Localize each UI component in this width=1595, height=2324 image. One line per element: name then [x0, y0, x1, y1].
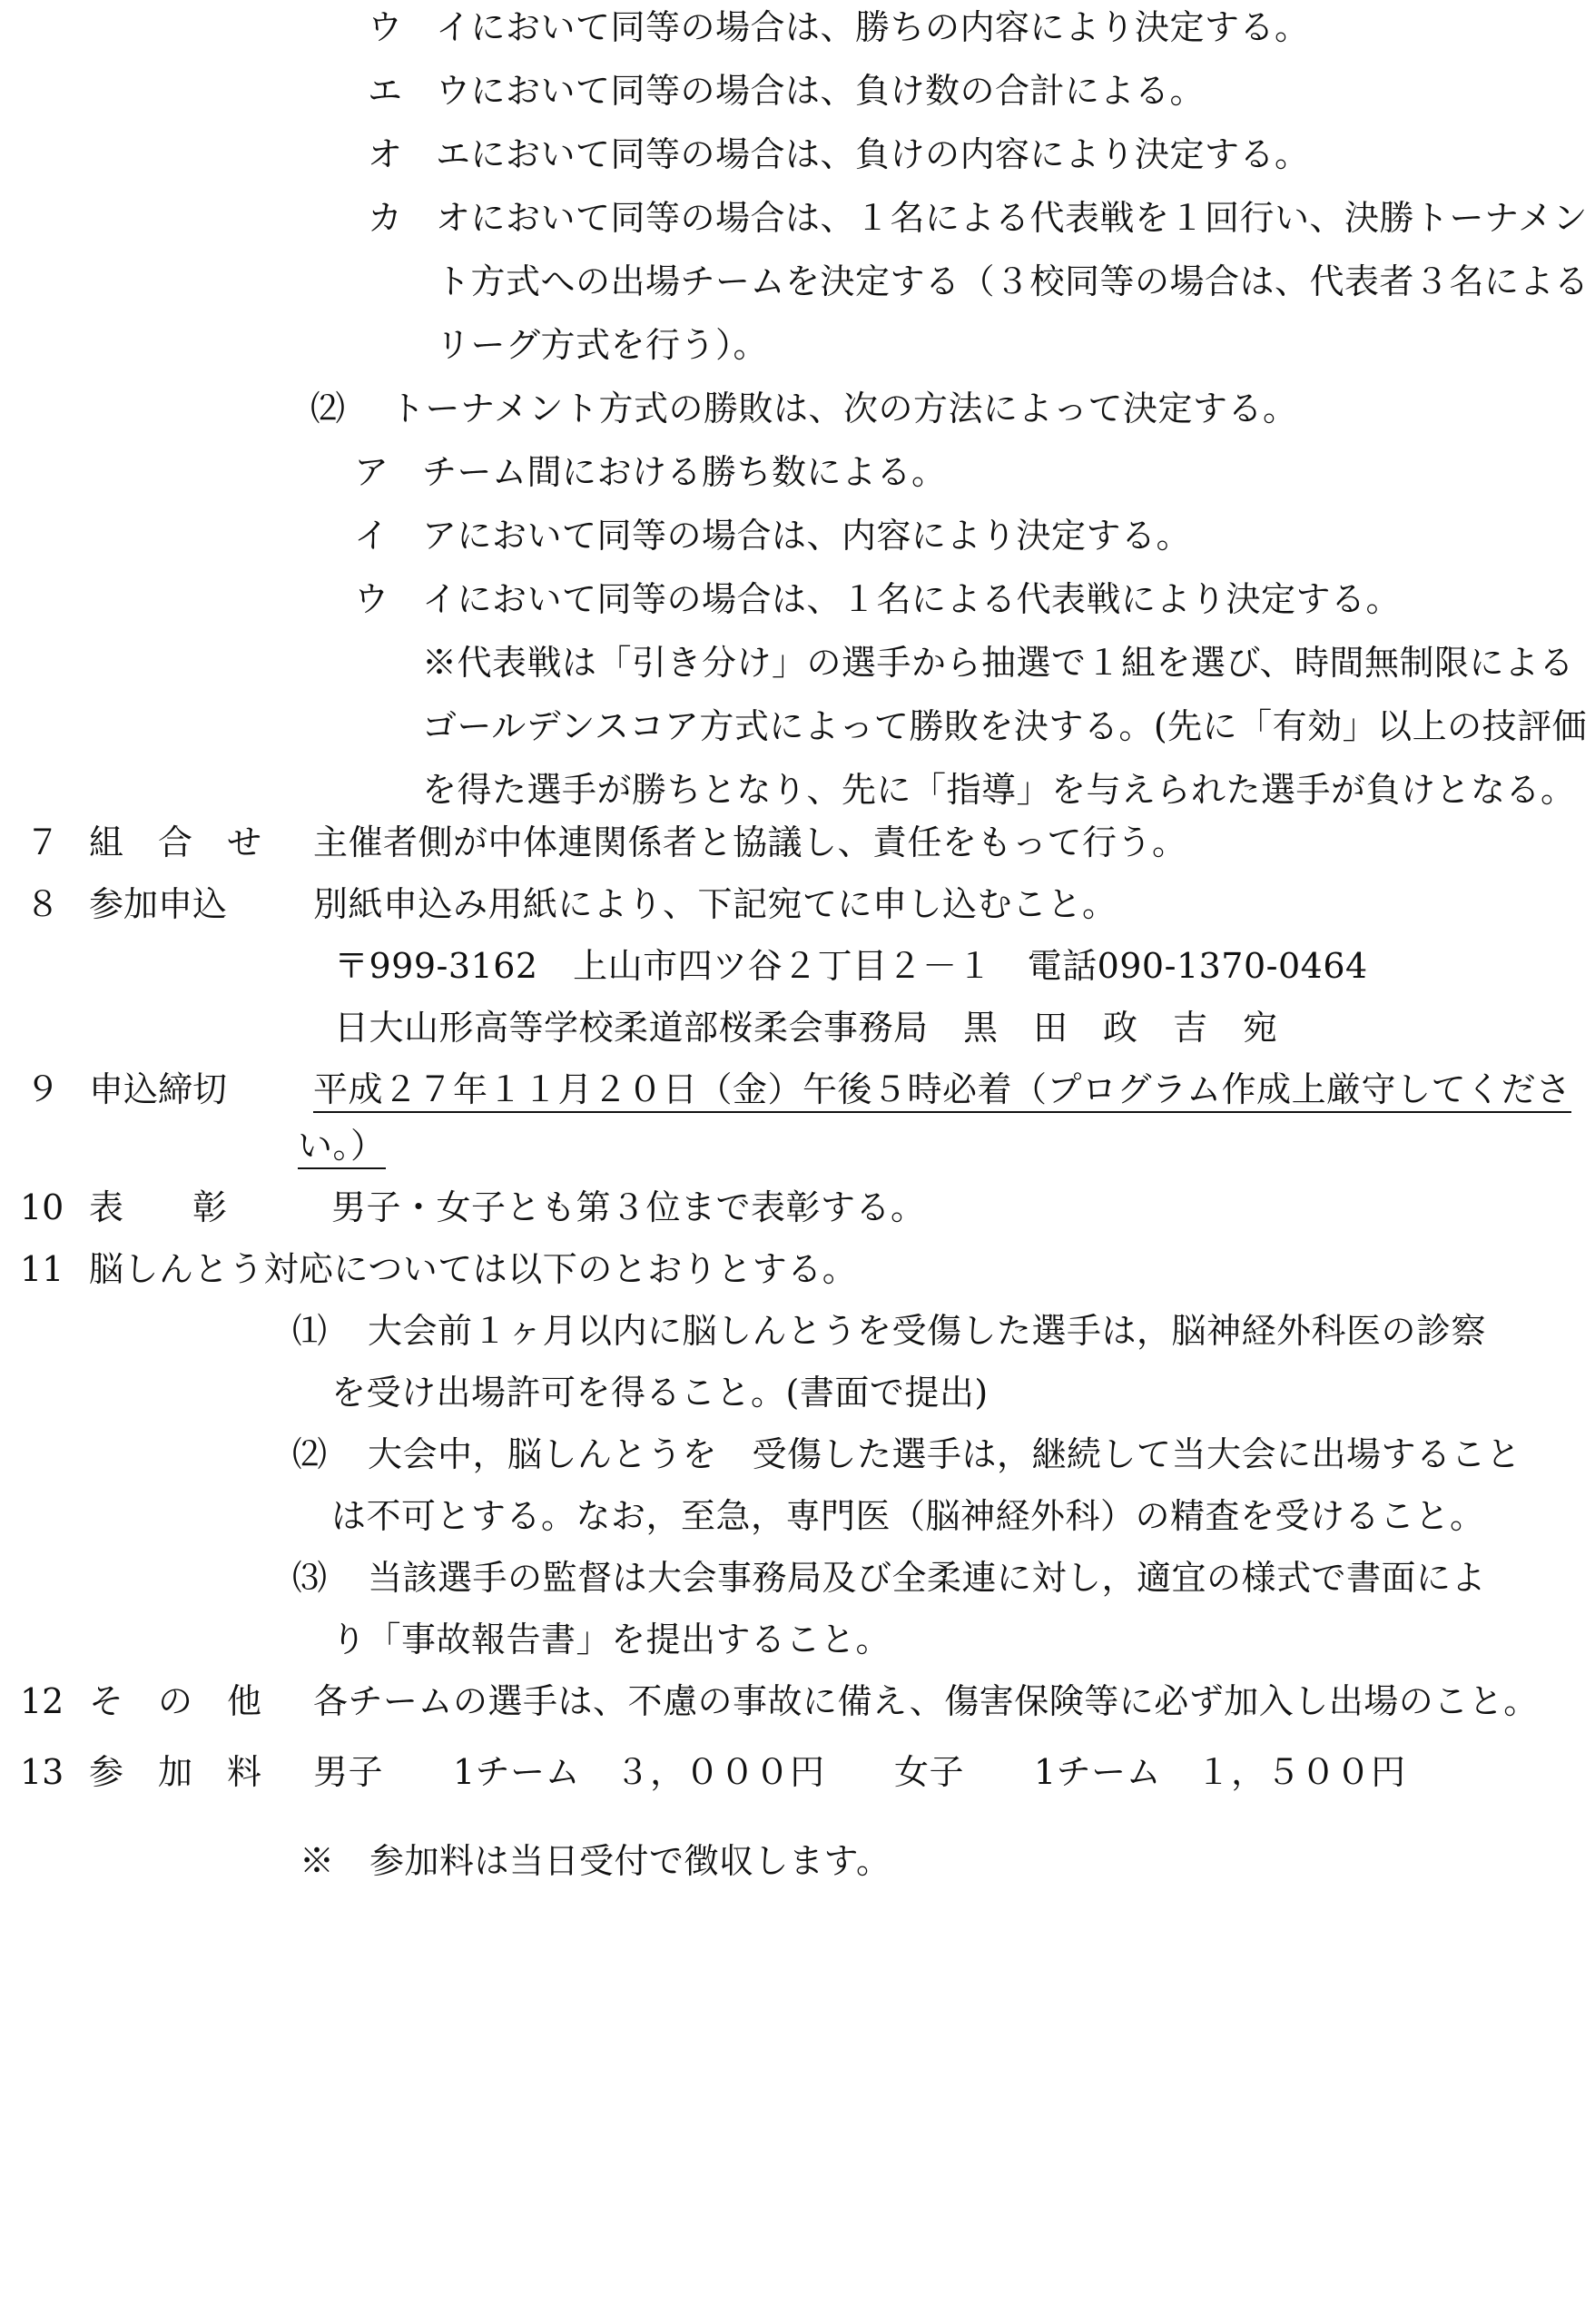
rule-item-text: アにおいて同等の場合は、内容により決定する。: [422, 516, 1192, 556]
section-number: 13: [20, 1752, 64, 1792]
concussion-item-number: ⑵: [292, 1434, 328, 1474]
section-number: 11: [20, 1249, 64, 1289]
rule-item-label: カ: [368, 198, 403, 238]
fee-note: ※ 参加料は当日受付で徴収します。: [300, 1841, 891, 1881]
rule-item-label: ア: [354, 452, 389, 492]
rule-item-label: ウ: [354, 579, 389, 619]
section-number: ９: [25, 1069, 61, 1109]
concussion-item-text: り「事故報告書」を提出すること。: [331, 1620, 891, 1659]
section-heading: 組 合 せ: [89, 822, 262, 862]
section-heading: 参 加 料: [89, 1752, 262, 1792]
note-text: ※代表戦は「引き分け」の選手から抽選で１組を選び、時間無制限による: [422, 643, 1574, 683]
concussion-item-text: は不可とする。なお，至急，専門医（脳神経外科）の精査を受けること。: [331, 1496, 1485, 1536]
deadline-text: [313, 1068, 1571, 1111]
rule-item-text: ウにおいて同等の場合は、負け数の合計による。: [436, 71, 1206, 111]
section-text: 各チームの選手は、不慮の事故に備え、傷害保険等に必ず加入し出場のこと。: [313, 1681, 1539, 1721]
note-text: ゴールデンスコア方式によって勝敗を決する。(先に「有効」以上の技評価: [422, 706, 1588, 746]
concussion-item-number: ⑴: [292, 1311, 328, 1351]
deadline-text-underlined: 平成２７年１１月２０日（金）午後５時必着（プログラム作成上厳守してくださ: [313, 1069, 1571, 1113]
rule-item-text: ト方式への出場チームを決定する（３校同等の場合は、代表者３名による: [436, 261, 1590, 301]
section-text: 男子・女子とも第３位まで表彰する。: [331, 1187, 926, 1227]
rule-item-text: イにおいて同等の場合は、勝ちの内容により決定する。: [436, 7, 1310, 47]
section-number: 10: [20, 1187, 64, 1227]
rule-item-label: エ: [368, 71, 403, 111]
section-heading: そ の 他: [89, 1681, 262, 1721]
concussion-item-text: を受け出場許可を得ること。(書面で提出): [331, 1373, 989, 1413]
section-text: 主催者側が中体連関係者と協議し、責任をもって行う。: [313, 822, 1187, 862]
note-text: を得た選手が勝ちとなり、先に「指導」を与えられた選手が負けとなる。: [422, 770, 1576, 810]
rule-item-text: エにおいて同等の場合は、負けの内容により決定する。: [436, 134, 1310, 174]
concussion-item-text: 大会前１ヶ月以内に脳しんとうを受傷した選手は，脳神経外科医の診察: [368, 1311, 1487, 1351]
rule-item-text: リーグ方式を行う）。: [436, 325, 769, 365]
section-heading: 表 彰: [89, 1187, 228, 1227]
section-text: 別紙申込み用紙により、下記宛てに申し込むこと。: [313, 884, 1117, 924]
office-line: 日大山形高等学校柔道部桜柔会事務局 黒 田 政 吉 宛: [334, 1008, 1278, 1048]
rule-item-label: ウ: [368, 7, 403, 47]
rule-item-label: イ: [354, 516, 389, 556]
section-heading: 申込締切: [89, 1069, 228, 1109]
subsection-title: トーナメント方式の勝敗は、次の方法によって決定する。: [390, 389, 1298, 428]
concussion-item-number: ⑶: [292, 1558, 328, 1598]
subsection-number: ⑵: [310, 389, 346, 428]
rule-item-text: オにおいて同等の場合は、１名による代表戦を１回行い、決勝トーナメン: [436, 198, 1588, 238]
concussion-item-text: 大会中，脳しんとうを 受傷した選手は，継続して当大会に出場すること: [368, 1434, 1521, 1474]
rule-item-text: チーム間における勝ち数による。: [422, 452, 947, 492]
section-heading: 脳しんとう対応については以下のとおりとする。: [89, 1249, 858, 1289]
section-number: ７: [25, 822, 61, 862]
concussion-item-text: 当該選手の監督は大会事務局及び全柔連に対し，適宜の様式で書面によ: [368, 1558, 1487, 1598]
section-heading: 参加申込: [89, 884, 228, 924]
section-number: 12: [20, 1681, 64, 1721]
deadline-text-underlined: い。）: [298, 1126, 386, 1169]
rule-item-label: オ: [368, 134, 403, 174]
fee-boys: 男子 1チーム ３，０００円: [313, 1752, 825, 1792]
address-line: 〒999-3162 上山市四ツ谷２丁目２－１ 電話090-1370-0464: [334, 946, 1368, 986]
rule-item-text: イにおいて同等の場合は、１名による代表戦により決定する。: [422, 579, 1402, 619]
section-number: ８: [25, 884, 61, 924]
deadline-text: [298, 1124, 386, 1167]
fee-girls: 女子 1チーム １，５００円: [894, 1752, 1406, 1792]
